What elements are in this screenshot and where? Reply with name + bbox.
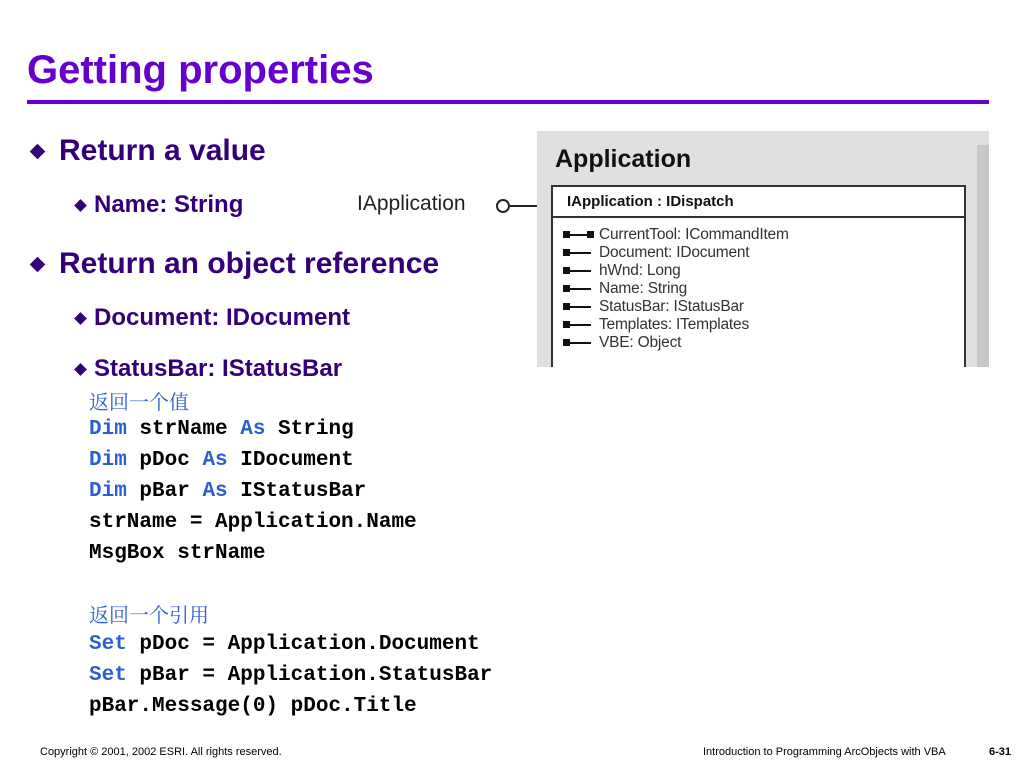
property-label: StatusBar: IStatusBar [599, 298, 744, 315]
code-text: IStatusBar [227, 480, 367, 503]
diagram-class-name: Application [555, 145, 692, 173]
property-row [561, 334, 964, 352]
bullet-text: Return an object reference [59, 247, 440, 280]
bullet-text: Name: String [94, 191, 244, 218]
footer-course-title: Introduction to Programming ArcObjects with VBA [703, 746, 946, 758]
read-property-icon [561, 262, 597, 280]
property-label: CurrentTool: ICommandItem [599, 226, 789, 243]
interface-label: IApplication [357, 192, 466, 215]
sub-bullet-document [73, 304, 350, 332]
read-property-icon [561, 280, 597, 298]
code-line [89, 629, 480, 660]
read-property-icon [561, 316, 597, 334]
value-section-heading: 返回一个值 [89, 390, 189, 414]
read-property-icon [561, 298, 597, 316]
read-write-property-icon [561, 226, 597, 244]
page-number: 6-31 [989, 746, 1012, 758]
code-keyword: Set [89, 633, 127, 656]
interface-header: IApplication : IDispatch [553, 187, 964, 218]
code-line: pBar.Message(0) pDoc.Title [89, 695, 417, 718]
interface-lollipop-icon [496, 199, 510, 213]
code-text: pDoc [126, 449, 203, 472]
read-property-icon [561, 334, 597, 352]
read-property-icon [561, 244, 597, 262]
sub-bullet-name-string [73, 191, 243, 219]
diamond-bullet-icon [30, 143, 46, 159]
property-row [561, 244, 964, 262]
title-underline [27, 100, 989, 104]
property-label: Templates: ITemplates [599, 316, 750, 333]
interface-box [551, 185, 966, 367]
code-text: strName [126, 418, 241, 441]
property-list [553, 218, 964, 352]
property-row [561, 298, 964, 316]
code-text: pDoc = Application.Document [126, 633, 480, 656]
code-keyword: As [202, 480, 228, 503]
property-label: VBE: Object [599, 334, 682, 351]
code-text: IDocument [227, 449, 354, 472]
code-text: pBar = Application.StatusBar [126, 664, 493, 687]
bullet-text: Return a value [59, 134, 266, 167]
bullet-text: Document: IDocument [94, 304, 351, 331]
property-row [561, 280, 964, 298]
code-line: MsgBox strName [89, 542, 266, 565]
property-row [561, 262, 964, 280]
diamond-bullet-icon [74, 363, 87, 376]
code-keyword: As [202, 449, 228, 472]
property-row [561, 316, 964, 334]
code-text: pBar [126, 480, 203, 503]
code-keyword: Set [89, 664, 127, 687]
code-keyword: As [240, 418, 266, 441]
code-keyword: Dim [89, 418, 127, 441]
class-diagram [537, 131, 989, 367]
property-label: Name: String [599, 280, 688, 297]
property-row [561, 226, 964, 244]
code-line [89, 660, 492, 691]
diagram-shadow [977, 145, 989, 367]
diamond-bullet-icon [30, 256, 46, 272]
code-line [89, 445, 354, 476]
code-keyword: Dim [89, 480, 127, 503]
diamond-bullet-icon [74, 199, 87, 212]
code-text: String [265, 418, 354, 441]
sub-bullet-statusbar [73, 355, 342, 383]
diamond-bullet-icon [74, 312, 87, 325]
property-label: Document: IDocument [599, 244, 750, 261]
property-label: hWnd: Long [599, 262, 681, 279]
code-line [89, 414, 354, 445]
code-line: strName = Application.Name [89, 511, 417, 534]
bullet-text: StatusBar: IStatusBar [94, 355, 343, 382]
code-keyword: Dim [89, 449, 127, 472]
footer-copyright: Copyright © 2001, 2002 ESRI. All rights reserved. [40, 746, 282, 758]
slide-title: Getting properties [27, 48, 374, 92]
code-line [89, 476, 366, 507]
reference-section-heading: 返回一个引用 [89, 603, 209, 627]
bullet-return-object-reference [28, 247, 439, 281]
bullet-return-value [28, 134, 266, 168]
